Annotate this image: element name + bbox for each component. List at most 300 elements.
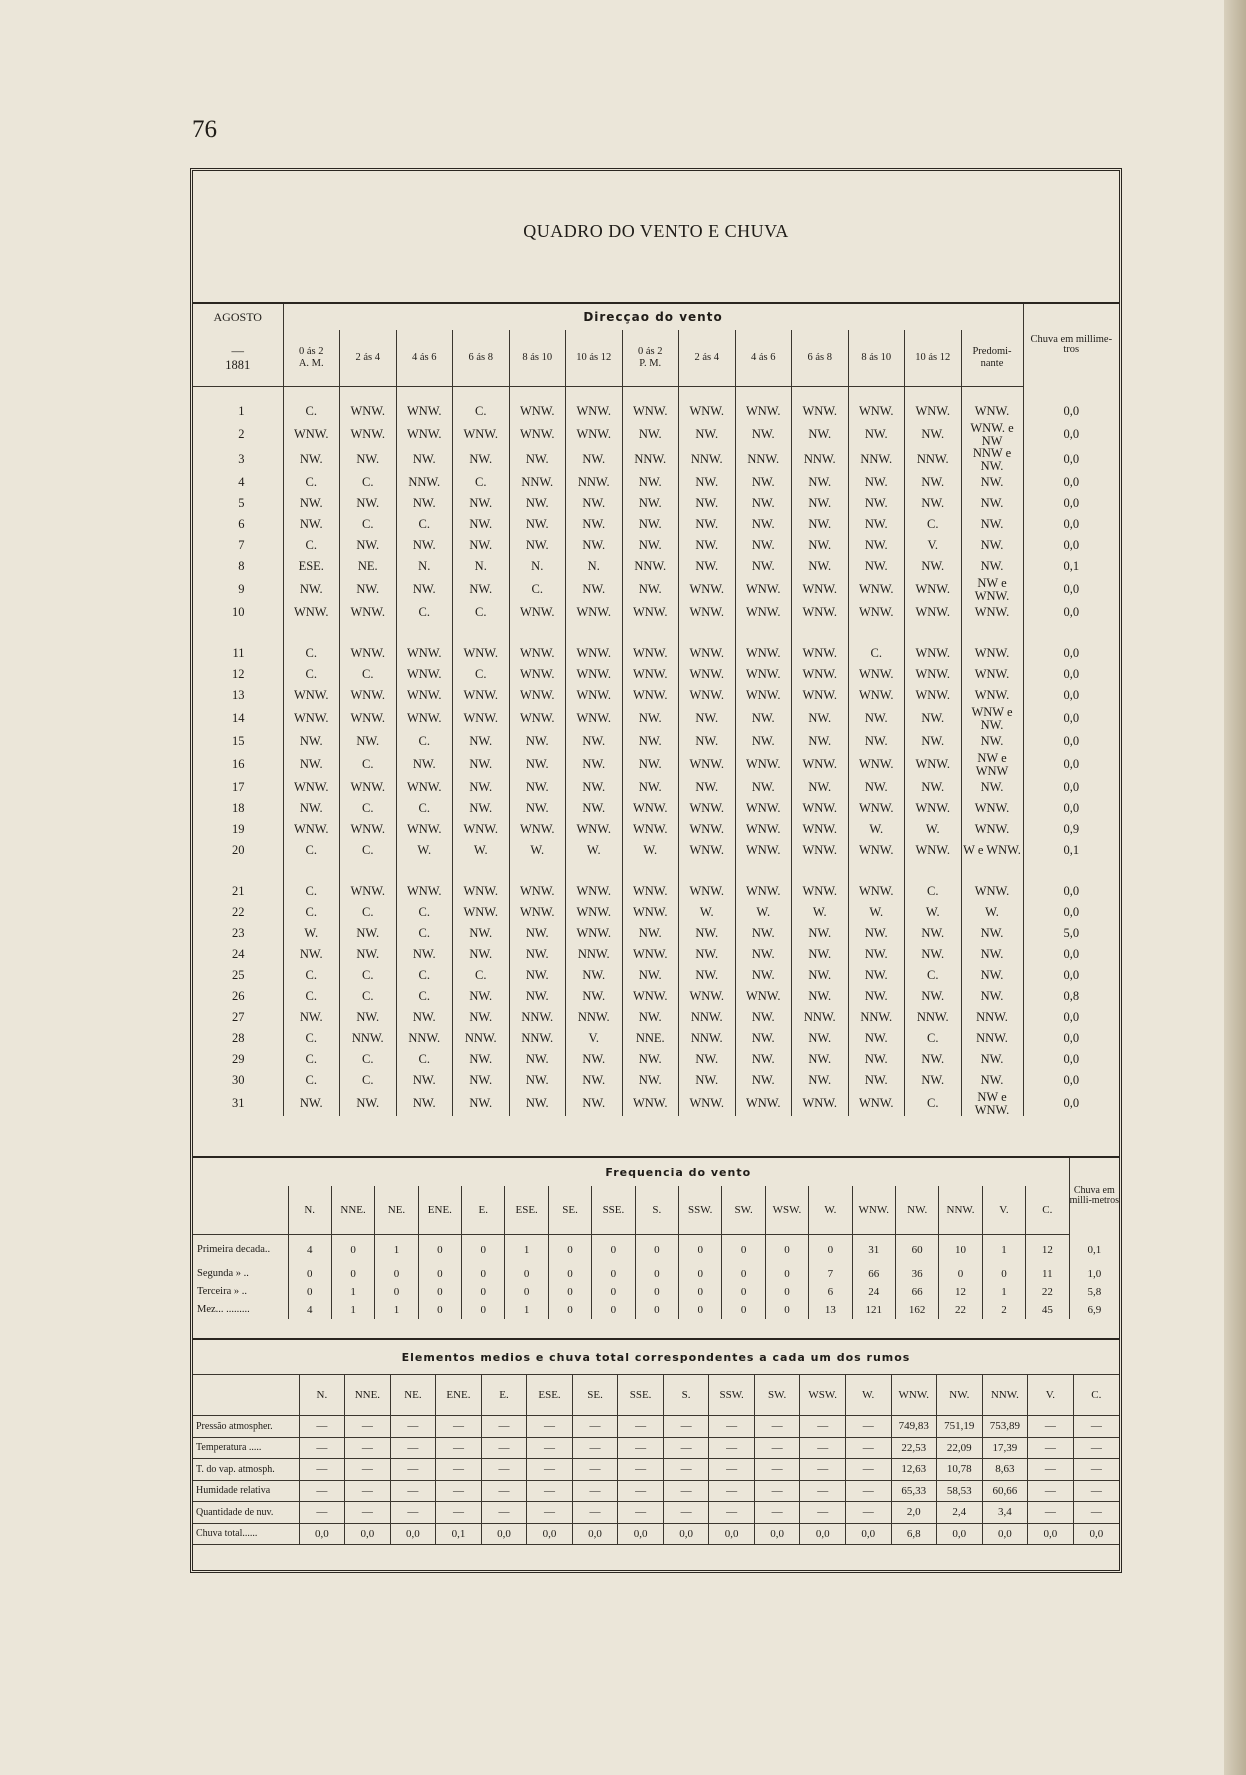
wind-cell: C. bbox=[340, 798, 397, 819]
wind-cell: NW. bbox=[735, 777, 792, 798]
frequency-cell: 12 bbox=[939, 1283, 982, 1301]
direction-column-header: ESE. bbox=[527, 1375, 573, 1416]
time-header bbox=[848, 330, 905, 387]
frequency-cell: 1 bbox=[375, 1235, 418, 1265]
wind-cell: NW. bbox=[905, 556, 962, 577]
wind-cell: NW. bbox=[453, 535, 510, 556]
wind-cell: WNW. bbox=[509, 685, 566, 706]
direction-column-header: NNE. bbox=[331, 1186, 374, 1235]
element-cell: — bbox=[800, 1480, 846, 1502]
wind-cell: WNW. bbox=[679, 685, 736, 706]
element-cell: — bbox=[1073, 1502, 1119, 1524]
rain-cell: 0,0 bbox=[1023, 472, 1119, 493]
element-cell: — bbox=[754, 1480, 800, 1502]
table-row bbox=[193, 1459, 1119, 1481]
time-header bbox=[622, 330, 679, 387]
wind-cell: WNW. bbox=[453, 422, 510, 447]
wind-cell: WNW. bbox=[396, 706, 453, 731]
wind-cell: WNW. bbox=[509, 881, 566, 902]
elements-title: Elementos medios e chuva total correspondentes a cada um dos rumos bbox=[193, 1339, 1119, 1375]
direction-column-header: SSW. bbox=[709, 1375, 755, 1416]
element-cell: 0,0 bbox=[527, 1523, 573, 1545]
element-cell: 22,09 bbox=[937, 1437, 983, 1459]
element-cell: — bbox=[845, 1459, 891, 1481]
element-cell: 0,0 bbox=[663, 1523, 709, 1545]
wind-cell: C. bbox=[453, 965, 510, 986]
rain-cell: 0,0 bbox=[1023, 602, 1119, 623]
wind-cell: W. bbox=[679, 902, 736, 923]
wind-cell: NW. bbox=[453, 493, 510, 514]
element-cell: — bbox=[572, 1437, 618, 1459]
frequency-cell: 0 bbox=[375, 1283, 418, 1301]
wind-cell: WNW. bbox=[792, 881, 849, 902]
wind-cell: C. bbox=[848, 643, 905, 664]
wind-cell: C. bbox=[340, 472, 397, 493]
frequency-cell: 0 bbox=[679, 1265, 722, 1283]
spacer-cell bbox=[735, 387, 792, 402]
element-cell: 22,53 bbox=[891, 1437, 937, 1459]
predominant-cell: NW. bbox=[961, 535, 1023, 556]
predominant-cell: WNW. bbox=[961, 401, 1023, 422]
spacer-cell bbox=[961, 387, 1023, 402]
frequency-cell: 0 bbox=[505, 1283, 548, 1301]
wind-cell: WNW. bbox=[679, 840, 736, 861]
element-cell: 58,53 bbox=[937, 1480, 983, 1502]
frequency-cell: 13 bbox=[809, 1301, 852, 1319]
element-cell: 0,1 bbox=[436, 1523, 482, 1545]
wind-cell: WNW. bbox=[848, 401, 905, 422]
frequency-cell: 0 bbox=[592, 1301, 635, 1319]
wind-cell: NNW. bbox=[566, 472, 623, 493]
spacer-cell bbox=[396, 623, 453, 643]
predominant-cell: NW. bbox=[961, 1070, 1023, 1091]
time-header-line1: 2 ás 4 bbox=[694, 351, 719, 363]
wind-cell: W. bbox=[453, 840, 510, 861]
spacer-cell bbox=[283, 861, 340, 881]
wind-cell: NW. bbox=[566, 777, 623, 798]
wind-cell: NW. bbox=[622, 923, 679, 944]
wind-cell: WNW. bbox=[848, 752, 905, 777]
day-cell: 27 bbox=[232, 1010, 245, 1024]
predominant-cell: WNW. bbox=[961, 602, 1023, 623]
table-row bbox=[193, 1028, 1119, 1049]
wind-cell: WNW. bbox=[735, 1091, 792, 1116]
wind-cell: NNW. bbox=[340, 1028, 397, 1049]
element-cell: — bbox=[1073, 1416, 1119, 1438]
wind-cell: NW. bbox=[679, 706, 736, 731]
element-cell: — bbox=[481, 1480, 527, 1502]
day-cell: 25 bbox=[232, 968, 245, 982]
wind-cell: WNW. bbox=[622, 1091, 679, 1116]
wind-cell: V. bbox=[566, 1028, 623, 1049]
wind-cell: WNW. bbox=[735, 643, 792, 664]
table-frame bbox=[190, 168, 1122, 1573]
table-row bbox=[193, 881, 1119, 902]
wind-cell: C. bbox=[453, 602, 510, 623]
wind-cell: NW. bbox=[679, 944, 736, 965]
element-cell: — bbox=[436, 1416, 482, 1438]
period-label: Primeira decada.. bbox=[197, 1244, 271, 1256]
wind-cell: WNW. bbox=[340, 602, 397, 623]
element-cell: 0,0 bbox=[1073, 1523, 1119, 1545]
wind-cell: WNW. bbox=[735, 577, 792, 602]
day-cell: 15 bbox=[232, 734, 245, 748]
wind-cell: WNW. bbox=[509, 902, 566, 923]
time-header-line1: 8 ás 10 bbox=[522, 351, 553, 363]
wind-cell: NW. bbox=[905, 986, 962, 1007]
frequency-cell: 0 bbox=[548, 1265, 591, 1283]
element-cell: 751,19 bbox=[937, 1416, 983, 1438]
element-cell: 0,0 bbox=[845, 1523, 891, 1545]
wind-cell: WNW. bbox=[905, 752, 962, 777]
wind-cell: NW. bbox=[622, 731, 679, 752]
element-label: Quantidade de nuv. bbox=[193, 1502, 299, 1524]
wind-cell: WNW. bbox=[340, 685, 397, 706]
element-cell: — bbox=[1028, 1459, 1074, 1481]
element-cell: — bbox=[845, 1480, 891, 1502]
spacer-cell bbox=[622, 623, 679, 643]
rain-cell: 0,0 bbox=[1023, 422, 1119, 447]
wind-cell: C. bbox=[905, 1028, 962, 1049]
table-row bbox=[193, 602, 1119, 623]
table-row bbox=[193, 1480, 1119, 1502]
wind-cell: WNW. bbox=[453, 902, 510, 923]
element-cell: — bbox=[1028, 1437, 1074, 1459]
wind-cell: NW. bbox=[792, 1028, 849, 1049]
direction-column-header: ENE. bbox=[436, 1375, 482, 1416]
wind-cell: NW. bbox=[679, 556, 736, 577]
wind-cell: NW. bbox=[566, 514, 623, 535]
frequency-cell: 1 bbox=[982, 1235, 1025, 1265]
wind-cell: C. bbox=[340, 986, 397, 1007]
wind-cell: W. bbox=[622, 840, 679, 861]
wind-cell: WNW. bbox=[848, 685, 905, 706]
table-row bbox=[193, 643, 1119, 664]
wind-cell: WNW. bbox=[792, 602, 849, 623]
day-cell: 19 bbox=[232, 822, 245, 836]
table-row bbox=[193, 1049, 1119, 1070]
wind-cell: C. bbox=[396, 965, 453, 986]
element-label: Humidade relativa bbox=[193, 1480, 299, 1502]
wind-cell: W. bbox=[566, 840, 623, 861]
wind-cell: NW. bbox=[453, 1091, 510, 1116]
frequency-cell: 1 bbox=[375, 1301, 418, 1319]
element-cell: — bbox=[527, 1502, 573, 1524]
wind-cell: C. bbox=[283, 986, 340, 1007]
day-cell: 10 bbox=[232, 605, 245, 619]
spacer-cell bbox=[961, 623, 1023, 643]
rain-cell: 6,9 bbox=[1069, 1301, 1119, 1319]
wind-cell: NW. bbox=[453, 731, 510, 752]
element-cell: — bbox=[481, 1459, 527, 1481]
spacer-cell bbox=[792, 623, 849, 643]
time-header-line1: 2 ás 4 bbox=[355, 351, 380, 363]
wind-cell: NW. bbox=[453, 1007, 510, 1028]
wind-cell: N. bbox=[566, 556, 623, 577]
frequency-cell: 0 bbox=[765, 1301, 808, 1319]
spacer-cell bbox=[905, 861, 962, 881]
spacer-cell bbox=[1023, 623, 1119, 643]
rain-cell: 5,0 bbox=[1023, 923, 1119, 944]
wind-cell: NW. bbox=[792, 923, 849, 944]
wind-cell: NW. bbox=[509, 965, 566, 986]
wind-cell: NW. bbox=[735, 556, 792, 577]
element-cell: — bbox=[754, 1437, 800, 1459]
table-row bbox=[193, 447, 1119, 472]
wind-cell: NW. bbox=[905, 1070, 962, 1091]
day-cell: 29 bbox=[232, 1052, 245, 1066]
wind-cell: NW. bbox=[905, 422, 962, 447]
element-cell: — bbox=[527, 1459, 573, 1481]
page-number: 76 bbox=[192, 116, 217, 143]
element-cell: — bbox=[754, 1459, 800, 1481]
predominant-cell: NW. bbox=[961, 493, 1023, 514]
element-cell: — bbox=[527, 1416, 573, 1438]
spacer-cell bbox=[340, 861, 397, 881]
wind-cell: NW. bbox=[735, 731, 792, 752]
wind-cell: NW. bbox=[566, 1070, 623, 1091]
wind-cell: NW. bbox=[566, 731, 623, 752]
predominant-cell: WNW. bbox=[961, 685, 1023, 706]
wind-cell: W. bbox=[848, 902, 905, 923]
element-cell: — bbox=[845, 1437, 891, 1459]
wind-cell: NW. bbox=[340, 535, 397, 556]
wind-cell: W. bbox=[509, 840, 566, 861]
rain-cell: 0,0 bbox=[1023, 1049, 1119, 1070]
wind-cell: NNW. bbox=[396, 1028, 453, 1049]
frequency-cell: 11 bbox=[1026, 1265, 1069, 1283]
wind-cell: NW. bbox=[396, 447, 453, 472]
time-header bbox=[340, 330, 397, 387]
predominant-cell: NW e WNW bbox=[961, 752, 1023, 777]
predominant-cell: WNW. e NW bbox=[961, 422, 1023, 447]
frequency-cell: 0 bbox=[418, 1235, 461, 1265]
table-row bbox=[193, 514, 1119, 535]
element-cell: — bbox=[1073, 1480, 1119, 1502]
frequency-cell: 22 bbox=[939, 1301, 982, 1319]
wind-cell: WNW. bbox=[848, 602, 905, 623]
wind-cell: WNW. bbox=[566, 664, 623, 685]
wind-cell: WNW. bbox=[735, 602, 792, 623]
element-cell: — bbox=[1073, 1437, 1119, 1459]
element-cell: — bbox=[800, 1437, 846, 1459]
frequency-cell: 0 bbox=[982, 1265, 1025, 1283]
wind-cell: WNW. bbox=[453, 881, 510, 902]
spacer-cell bbox=[679, 387, 736, 402]
wind-cell: NW. bbox=[905, 472, 962, 493]
element-cell: — bbox=[572, 1416, 618, 1438]
frequency-cell: 66 bbox=[895, 1283, 938, 1301]
period-label: Segunda » .. bbox=[197, 1268, 249, 1279]
wind-cell: NW. bbox=[509, 493, 566, 514]
wind-cell: NW. bbox=[566, 1091, 623, 1116]
wind-cell: WNW. bbox=[396, 819, 453, 840]
wind-cell: NW. bbox=[735, 1028, 792, 1049]
wind-cell: NW. bbox=[509, 731, 566, 752]
element-cell: — bbox=[800, 1416, 846, 1438]
spacer-cell bbox=[566, 861, 623, 881]
rain-cell: 0,0 bbox=[1023, 577, 1119, 602]
element-label: Temperatura ..... bbox=[193, 1437, 299, 1459]
day-cell: 2 bbox=[238, 427, 245, 441]
element-cell: — bbox=[845, 1416, 891, 1438]
wind-cell: NNW. bbox=[905, 447, 962, 472]
direction-column-header: SE. bbox=[548, 1186, 591, 1235]
rain-cell: 0,0 bbox=[1023, 514, 1119, 535]
element-cell: — bbox=[618, 1502, 664, 1524]
element-cell: — bbox=[1028, 1416, 1074, 1438]
spacer-cell bbox=[509, 387, 566, 402]
rain-cell: 0,0 bbox=[1023, 685, 1119, 706]
frequency-cell: 2 bbox=[982, 1301, 1025, 1319]
wind-cell: NW. bbox=[453, 1070, 510, 1091]
wind-cell: WNW. bbox=[340, 401, 397, 422]
wind-cell: NW. bbox=[848, 986, 905, 1007]
wind-cell: WNW. bbox=[566, 902, 623, 923]
wind-cell: NNW. bbox=[679, 1007, 736, 1028]
element-cell: — bbox=[299, 1459, 345, 1481]
frequency-cell: 0 bbox=[939, 1265, 982, 1283]
element-cell: — bbox=[345, 1480, 391, 1502]
elements-title-row bbox=[193, 1339, 1119, 1375]
wind-cell: WNW. bbox=[566, 602, 623, 623]
table-row bbox=[193, 944, 1119, 965]
wind-cell: NW. bbox=[735, 1049, 792, 1070]
frequency-cell: 10 bbox=[939, 1235, 982, 1265]
element-cell: — bbox=[299, 1480, 345, 1502]
wind-cell: WNW. bbox=[792, 664, 849, 685]
element-cell: — bbox=[390, 1437, 436, 1459]
wind-cell: WNW. bbox=[905, 664, 962, 685]
wind-cell: WNW. bbox=[905, 643, 962, 664]
table-row bbox=[193, 840, 1119, 861]
element-cell: — bbox=[572, 1480, 618, 1502]
wind-cell: NW. bbox=[509, 535, 566, 556]
element-cell: 0,0 bbox=[299, 1523, 345, 1545]
wind-cell: C. bbox=[283, 472, 340, 493]
wind-cell: C. bbox=[340, 902, 397, 923]
wind-cell: WNW. bbox=[679, 881, 736, 902]
frequency-cell: 0 bbox=[722, 1235, 765, 1265]
element-cell: 0,0 bbox=[481, 1523, 527, 1545]
wind-cell: C. bbox=[283, 881, 340, 902]
frequency-cell: 1 bbox=[982, 1283, 1025, 1301]
element-cell: — bbox=[572, 1459, 618, 1481]
wind-cell: C. bbox=[396, 923, 453, 944]
predominant-cell: W. bbox=[961, 902, 1023, 923]
wind-cell: C. bbox=[905, 514, 962, 535]
day-cell: 31 bbox=[232, 1096, 245, 1110]
direction-column-header: SSE. bbox=[592, 1186, 635, 1235]
wind-cell: NW. bbox=[509, 1070, 566, 1091]
wind-cell: W. bbox=[792, 902, 849, 923]
wind-cell: WNW. bbox=[735, 685, 792, 706]
wind-cell: NW. bbox=[396, 1070, 453, 1091]
table-row bbox=[193, 752, 1119, 777]
table-row bbox=[193, 493, 1119, 514]
wind-cell: NW. bbox=[905, 777, 962, 798]
frequency-cell: 6 bbox=[809, 1283, 852, 1301]
frequency-cell: 0 bbox=[548, 1283, 591, 1301]
wind-cell: NW. bbox=[283, 798, 340, 819]
wind-cell: NW. bbox=[679, 514, 736, 535]
wind-cell: NW. bbox=[792, 535, 849, 556]
wind-cell: NNW. bbox=[566, 944, 623, 965]
direction-column-header: W. bbox=[845, 1375, 891, 1416]
element-cell: — bbox=[345, 1416, 391, 1438]
element-cell: — bbox=[436, 1502, 482, 1524]
wind-cell: WNW. bbox=[396, 777, 453, 798]
wind-cell: C. bbox=[283, 1070, 340, 1091]
frequency-cell: 45 bbox=[1026, 1301, 1069, 1319]
wind-cell: NW. bbox=[679, 731, 736, 752]
wind-cell: NW. bbox=[283, 731, 340, 752]
rain-cell: 0,8 bbox=[1023, 986, 1119, 1007]
element-cell: — bbox=[709, 1437, 755, 1459]
element-cell: 2,4 bbox=[937, 1502, 983, 1524]
wind-cell: WNW. bbox=[735, 986, 792, 1007]
wind-cell: C. bbox=[340, 1070, 397, 1091]
wind-cell: NW. bbox=[453, 944, 510, 965]
frequency-cell: 0 bbox=[765, 1283, 808, 1301]
wind-cell: C. bbox=[396, 514, 453, 535]
wind-cell: WNW. bbox=[396, 664, 453, 685]
spacer-cell bbox=[193, 623, 283, 643]
direction-column-header: NNE. bbox=[345, 1375, 391, 1416]
rain-cell: 0,0 bbox=[1023, 902, 1119, 923]
table-row bbox=[193, 556, 1119, 577]
wind-cell: WNW. bbox=[566, 923, 623, 944]
element-cell: 0,0 bbox=[937, 1523, 983, 1545]
wind-cell: C. bbox=[283, 643, 340, 664]
predominant-cell: NW. bbox=[961, 556, 1023, 577]
wind-cell: WNW. bbox=[905, 602, 962, 623]
spacer-cell bbox=[566, 387, 623, 402]
wind-cell: NW. bbox=[396, 493, 453, 514]
wind-cell: NW. bbox=[622, 1070, 679, 1091]
wind-cell: C. bbox=[396, 602, 453, 623]
elements-header-row bbox=[193, 1375, 1119, 1416]
wind-cell: NW. bbox=[509, 777, 566, 798]
table-row bbox=[193, 472, 1119, 493]
table-row bbox=[193, 535, 1119, 556]
wind-cell: C. bbox=[396, 902, 453, 923]
spacer-cell bbox=[509, 623, 566, 643]
wind-cell: NW. bbox=[848, 706, 905, 731]
direction-column-header: SW. bbox=[722, 1186, 765, 1235]
decade-spacer-row bbox=[193, 861, 1119, 881]
day-cell: 21 bbox=[232, 884, 245, 898]
frequency-cell: 36 bbox=[895, 1265, 938, 1283]
frequency-cell: 0 bbox=[548, 1235, 591, 1265]
day-cell: 6 bbox=[238, 517, 245, 531]
wind-cell: NW. bbox=[340, 1007, 397, 1028]
time-header bbox=[453, 330, 510, 387]
wind-cell: WNW. bbox=[622, 986, 679, 1007]
frequency-cell: 0 bbox=[288, 1265, 331, 1283]
frequency-cell: 31 bbox=[852, 1235, 895, 1265]
wind-cell: NNW. bbox=[679, 447, 736, 472]
frequency-rain-header: Chuva em milli-metros bbox=[1069, 1157, 1119, 1235]
wind-cell: NW. bbox=[679, 923, 736, 944]
wind-cell: NW. bbox=[396, 1007, 453, 1028]
element-cell: 753,89 bbox=[982, 1416, 1028, 1438]
time-header bbox=[283, 330, 340, 387]
element-cell: 749,83 bbox=[891, 1416, 937, 1438]
element-cell: 0,0 bbox=[390, 1523, 436, 1545]
element-cell: 0,0 bbox=[572, 1523, 618, 1545]
direction-column-header: NW. bbox=[937, 1375, 983, 1416]
